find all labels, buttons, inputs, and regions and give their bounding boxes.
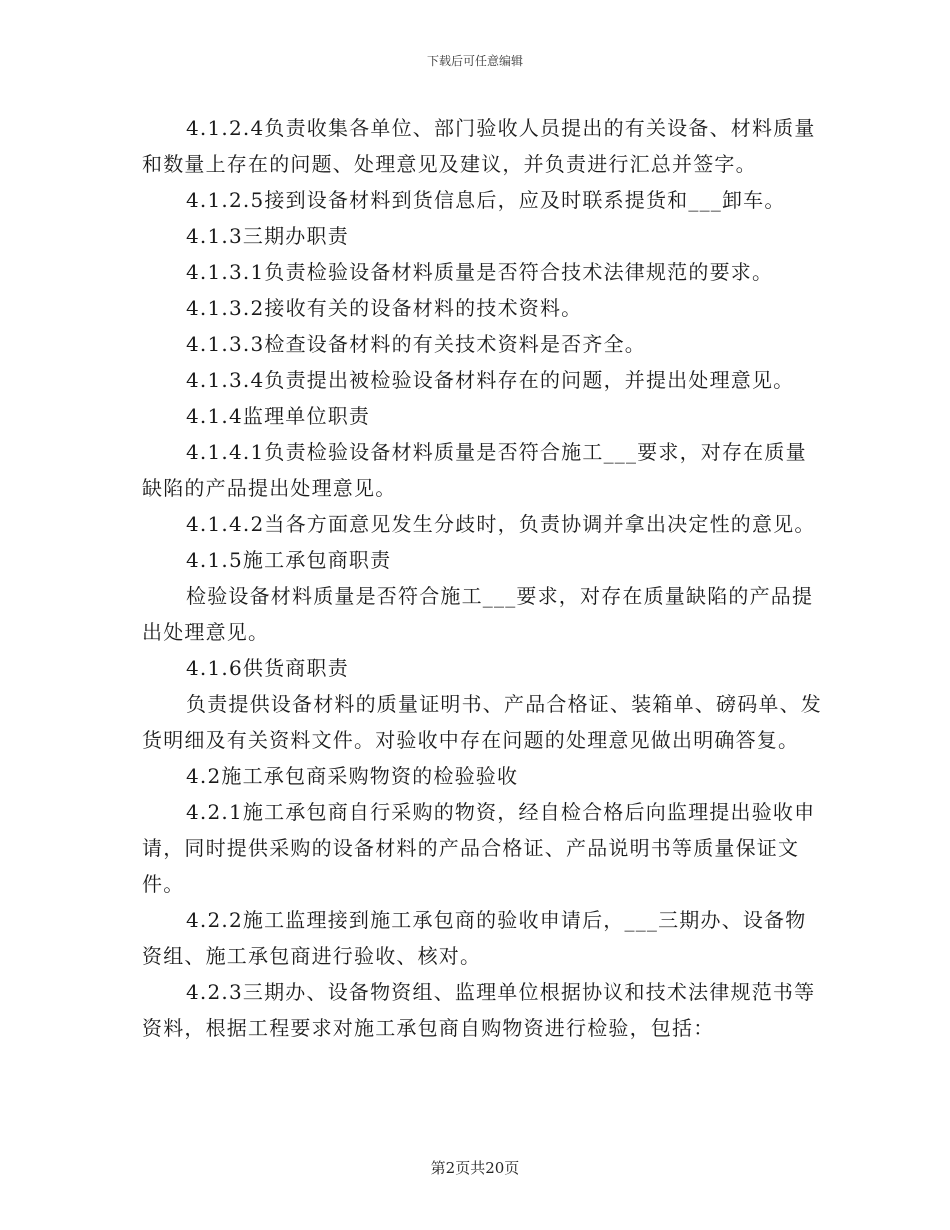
paragraph: 4.1.3.4负责提出被检验设备材料存在的问题，并提出处理意见。: [186, 368, 795, 392]
section-heading: 4.1.5施工承包商职责: [186, 548, 392, 572]
paragraph: 4.1.3.1负责检验设备材料质量是否符合技术法律规范的要求。: [186, 260, 774, 284]
section-heading: 4.1.3三期办职责: [186, 224, 349, 248]
paragraph: 4.1.3.2接收有关的设备材料的技术资料。: [186, 296, 583, 320]
page-header: 下载后可任意编辑: [426, 54, 523, 68]
paragraph: 4.1.2.5接到设备材料到货信息后，应及时联系提货和___卸车。: [186, 188, 786, 212]
paragraph: 4.1.4.2当各方面意见发生分歧时，负责协调并拿出决定性的意见。: [186, 512, 816, 536]
section-heading: 4.1.6供货商职责: [186, 656, 349, 680]
paragraph: 4.1.3.3检查设备材料的有关技术资料是否齐全。: [186, 332, 646, 356]
paragraph: 4.2.2施工监理接到施工承包商的验收申请后，___三期办、设备物资组、施工承包商进行验收、核对。: [142, 908, 807, 968]
section-heading: 4.2施工承包商采购物资的检验验收: [186, 764, 519, 788]
paragraph: 4.1.2.4负责收集各单位、部门验收人员提出的有关设备、材料质量和数量上存在的问题、处理意见及建议，并负责进行汇总并签字。: [142, 116, 816, 176]
paragraph: 4.2.3三期办、设备物资组、监理单位根据协议和技术法律规范书等资料，根据工程要求对施工承包商自购物资进行检验，包括：: [142, 980, 816, 1040]
paragraph: 4.2.1施工承包商自行采购的物资，经自检合格后向监理提出验收申请，同时提供采购的设备材料的产品合格证、产品说明书等质量保证文件。: [142, 800, 816, 896]
section-heading: 4.1.4监理单位职责: [186, 404, 371, 428]
paragraph: 负责提供设备材料的质量证明书、产品合格证、装箱单、磅码单、发货明细及有关资料文件。对验收中存在问题的处理意见做出明确答复。: [142, 692, 822, 752]
page-number-footer: 第2页共20页: [430, 1159, 520, 1177]
paragraph: 检验设备材料质量是否符合施工___要求，对存在质量缺陷的产品提出处理意见。: [142, 584, 814, 644]
document-body: [142, 110, 822, 1046]
paragraph: 4.1.4.1负责检验设备材料质量是否符合施工___要求，对存在质量缺陷的产品提出处理意见。: [142, 440, 807, 500]
